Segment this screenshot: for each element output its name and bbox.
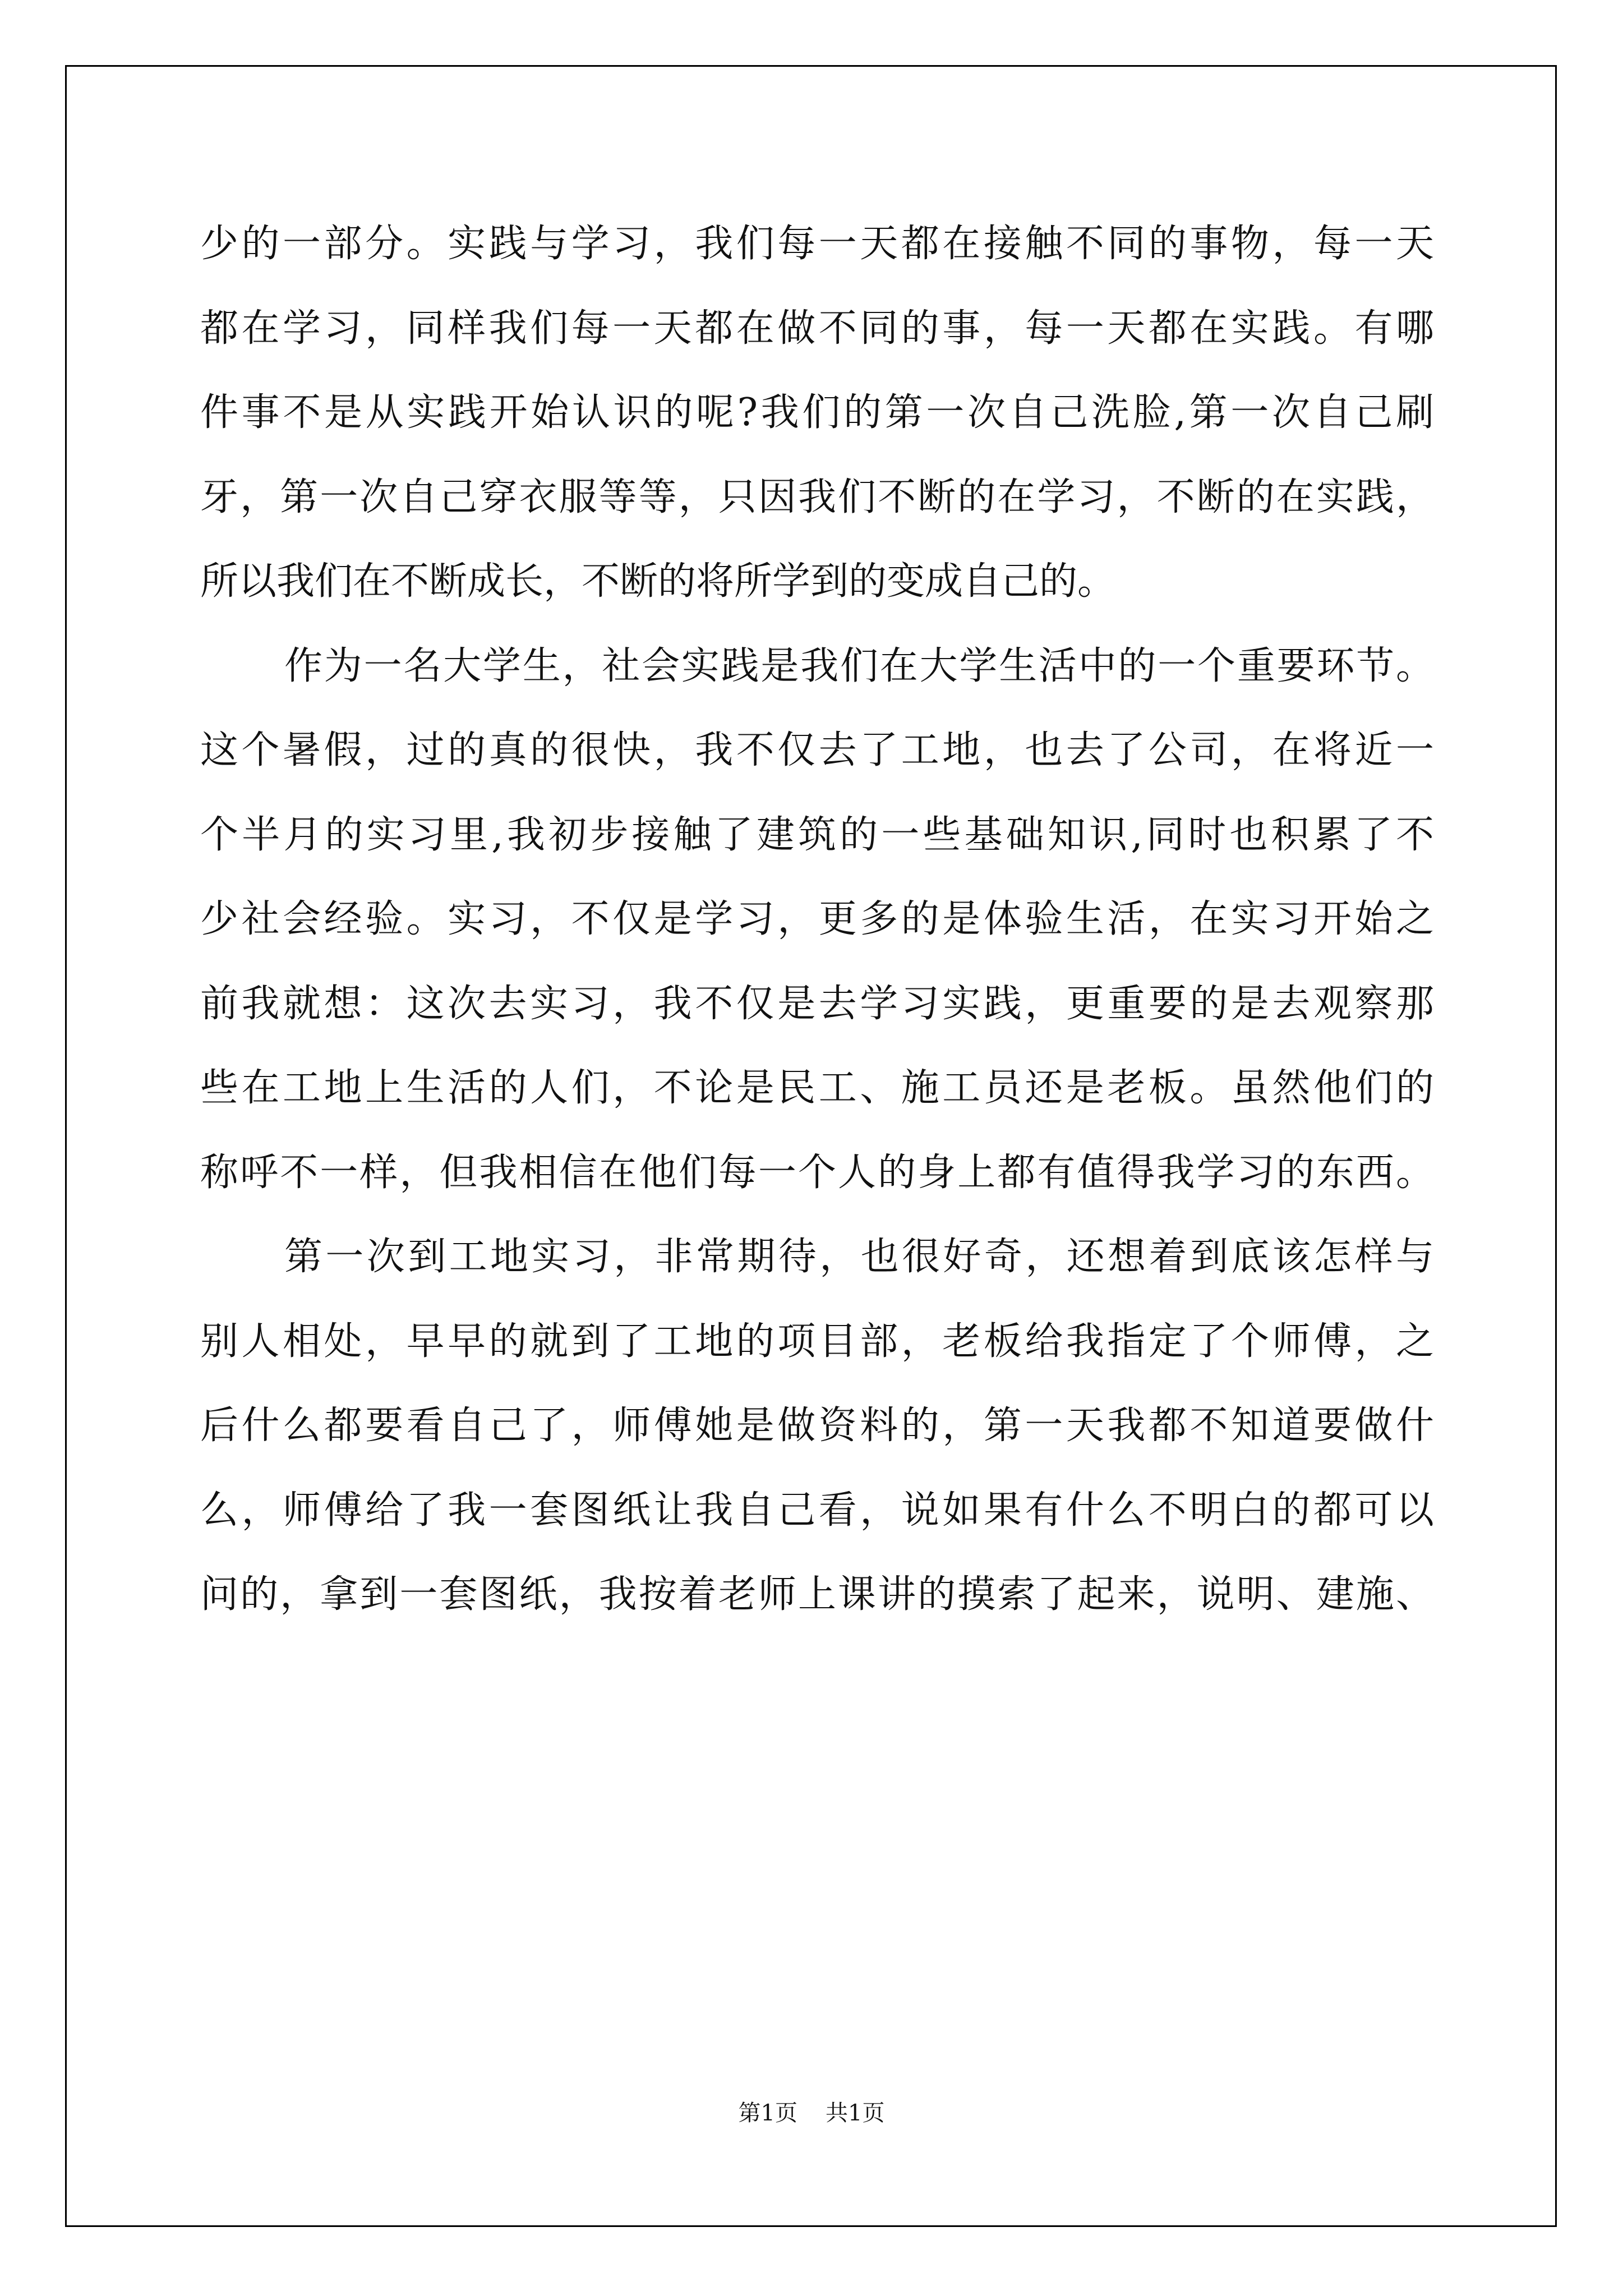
text-line: 些在工地上生活的人们，不论是民工、施工员还是老板。虽然他们的	[200, 1066, 1434, 1110]
page-number: 第1页	[738, 2100, 797, 2126]
page-footer	[0, 2099, 1623, 2127]
text-line: 个半月的实习里,我初步接触了建筑的一些基础知识,同时也积累了不	[200, 812, 1434, 857]
paragraph-first-line: 第一次到工地实习，非常期待，也很好奇，还想着到底该怎样与	[284, 1235, 1434, 1279]
text-line: 称呼不一样，但我相信在他们每一个人的身上都有值得我学习的东西。	[200, 1150, 1434, 1195]
text-line: 所以我们在不断成长，不断的将所学到的变成自己的。	[200, 559, 1116, 604]
text-line: 都在学习，同样我们每一天都在做不同的事，每一天都在实践。有哪	[200, 306, 1434, 351]
document-body	[200, 202, 1434, 1637]
page-total: 共1页	[826, 2100, 885, 2126]
text-line: 么，师傅给了我一套图纸让我自己看，说如果有什么不明白的都可以	[200, 1488, 1434, 1533]
text-line: 少社会经验。实习，不仅是学习，更多的是体验生活，在实习开始之	[200, 897, 1434, 941]
text-line: 件事不是从实践开始认识的呢?我们的第一次自己洗脸,第一次自己刷	[200, 390, 1434, 435]
text-line: 别人相处，早早的就到了工地的项目部，老板给我指定了个师傅，之	[200, 1319, 1434, 1364]
paragraph-first-line: 作为一名大学生，社会实践是我们在大学生活中的一个重要环节。	[284, 643, 1434, 688]
text-line: 少的一部分。实践与学习，我们每一天都在接触不同的事物，每一天	[200, 222, 1434, 266]
text-line: 牙，第一次自己穿衣服等等，只因我们不断的在学习，不断的在实践，	[200, 475, 1434, 519]
text-line: 这个暑假，过的真的很快，我不仅去了工地，也去了公司，在将近一	[200, 728, 1434, 772]
text-line: 问的，拿到一套图纸，我按着老师上课讲的摸索了起来，说明、建施、	[200, 1572, 1434, 1617]
text-line: 前我就想：这次去实习，我不仅是去学习实践，更重要的是去观察那	[200, 981, 1434, 1026]
text-line: 后什么都要看自己了，师傅她是做资料的，第一天我都不知道要做什	[200, 1404, 1434, 1448]
